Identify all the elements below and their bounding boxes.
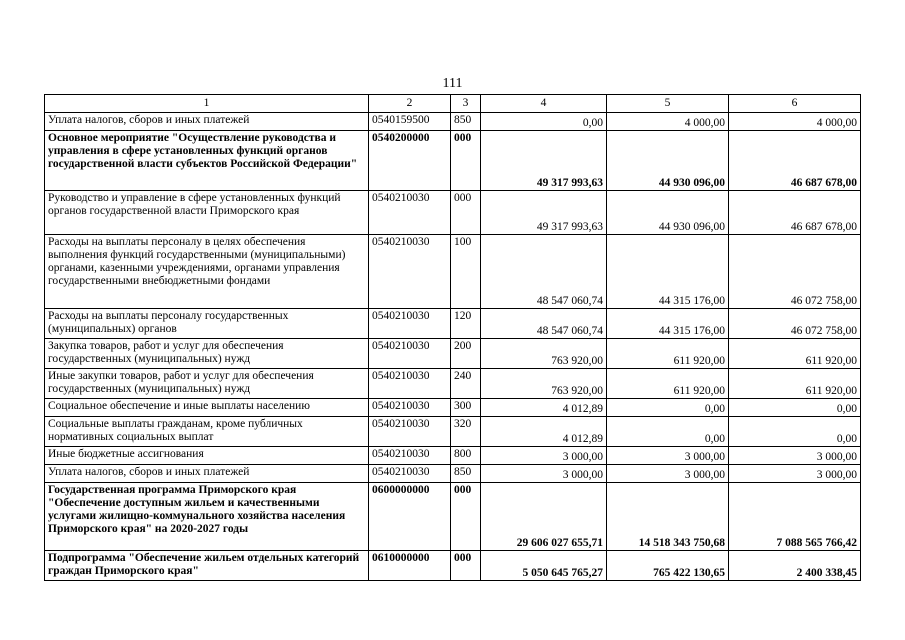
row-value-6: 0,00 [729,399,861,417]
table-row [45,339,861,369]
row-value-5: 3 000,00 [607,465,729,483]
header-col-value-4: 4 [481,95,607,113]
row-code: 0540200000 [369,131,451,191]
row-code: 0540210030 [369,339,451,369]
row-value-5: 44 315 176,00 [607,309,729,339]
row-name: Расходы на выплаты персоналу в целях обеспечения выполнения функций государственными (муниципальными) органами, казенными учреждениями, органами управления государственными внебюджетными фондами [45,235,369,309]
row-code: 0540210030 [369,465,451,483]
table-header-row [45,95,861,113]
table-row [45,191,861,235]
row-type: 120 [451,309,481,339]
row-name: Уплата налогов, сборов и иных платежей [45,465,369,483]
row-value-5: 4 000,00 [607,113,729,131]
row-name: Социальные выплаты гражданам, кроме публичных нормативных социальных выплат [45,417,369,447]
row-type: 240 [451,369,481,399]
row-type: 200 [451,339,481,369]
table-row [45,483,861,551]
row-value-6: 46 687 678,00 [729,191,861,235]
row-value-5: 44 930 096,00 [607,131,729,191]
table-row [45,465,861,483]
row-value-6: 3 000,00 [729,465,861,483]
row-type: 800 [451,447,481,465]
row-value-5: 44 315 176,00 [607,235,729,309]
row-value-6: 611 920,00 [729,369,861,399]
row-value-4: 3 000,00 [481,465,607,483]
row-value-4: 3 000,00 [481,447,607,465]
table-row [45,417,861,447]
row-value-6: 7 088 565 766,42 [729,483,861,551]
table-row [45,131,861,191]
header-col-type: 3 [451,95,481,113]
row-value-4: 29 606 027 655,71 [481,483,607,551]
row-name: Расходы на выплаты персоналу государственных (муниципальных) органов [45,309,369,339]
table-row [45,235,861,309]
row-value-5: 44 930 096,00 [607,191,729,235]
row-value-5: 3 000,00 [607,447,729,465]
header-col-value-6: 6 [729,95,861,113]
table-row [45,399,861,417]
row-value-5: 611 920,00 [607,339,729,369]
row-value-4: 4 012,89 [481,417,607,447]
row-value-4: 763 920,00 [481,339,607,369]
header-col-value-5: 5 [607,95,729,113]
row-type: 100 [451,235,481,309]
row-value-5: 611 920,00 [607,369,729,399]
row-value-6: 611 920,00 [729,339,861,369]
row-type: 000 [451,131,481,191]
row-value-4: 0,00 [481,113,607,131]
row-type: 300 [451,399,481,417]
row-name: Закупка товаров, работ и услуг для обеспечения государственных (муниципальных) нужд [45,339,369,369]
row-code: 0540210030 [369,369,451,399]
row-name: Социальное обеспечение и иные выплаты населению [45,399,369,417]
header-col-code: 2 [369,95,451,113]
row-value-6: 46 072 758,00 [729,309,861,339]
row-value-4: 49 317 993,63 [481,191,607,235]
table-row [45,309,861,339]
row-type: 320 [451,417,481,447]
row-value-6: 0,00 [729,417,861,447]
row-value-4: 48 547 060,74 [481,235,607,309]
row-name: Уплата налогов, сборов и иных платежей [45,113,369,131]
row-name: Государственная программа Приморского края "Обеспечение доступным жильем и качественными услугами жилищно-коммунального хозяйства населения Приморского края" на 2020-2027 годы [45,483,369,551]
row-code: 0610000000 [369,551,451,581]
row-code: 0540210030 [369,191,451,235]
row-value-6: 2 400 338,45 [729,551,861,581]
row-value-6: 4 000,00 [729,113,861,131]
budget-table [44,94,861,581]
row-value-4: 763 920,00 [481,369,607,399]
row-name: Иные закупки товаров, работ и услуг для обеспечения государственных (муниципальных) нужд [45,369,369,399]
row-value-6: 3 000,00 [729,447,861,465]
row-value-6: 46 072 758,00 [729,235,861,309]
row-type: 000 [451,191,481,235]
row-value-4: 49 317 993,63 [481,131,607,191]
row-code: 0600000000 [369,483,451,551]
row-value-5: 0,00 [607,399,729,417]
row-type: 850 [451,465,481,483]
row-value-4: 5 050 645 765,27 [481,551,607,581]
row-code: 0540210030 [369,309,451,339]
row-value-4: 48 547 060,74 [481,309,607,339]
row-value-4: 4 012,89 [481,399,607,417]
row-code: 0540210030 [369,235,451,309]
row-name: Основное мероприятие "Осуществление руководства и управления в сфере установленных функций органов государственной власти субъектов Российской Федерации" [45,131,369,191]
table-row [45,113,861,131]
row-name: Иные бюджетные ассигнования [45,447,369,465]
row-value-6: 46 687 678,00 [729,131,861,191]
row-code: 0540210030 [369,447,451,465]
header-col-name: 1 [45,95,369,113]
table-row [45,369,861,399]
row-code: 0540210030 [369,399,451,417]
table-row [45,551,861,581]
page-number: 111 [442,76,463,91]
row-type: 000 [451,483,481,551]
row-type: 000 [451,551,481,581]
row-name: Руководство и управление в сфере установленных функций органов государственной власти Приморского края [45,191,369,235]
row-value-5: 14 518 343 750,68 [607,483,729,551]
row-value-5: 765 422 130,65 [607,551,729,581]
row-type: 850 [451,113,481,131]
table-row [45,447,861,465]
row-name: Подпрограмма "Обеспечение жильем отдельных категорий граждан Приморского края" [45,551,369,581]
row-code: 0540210030 [369,417,451,447]
row-value-5: 0,00 [607,417,729,447]
row-code: 0540159500 [369,113,451,131]
